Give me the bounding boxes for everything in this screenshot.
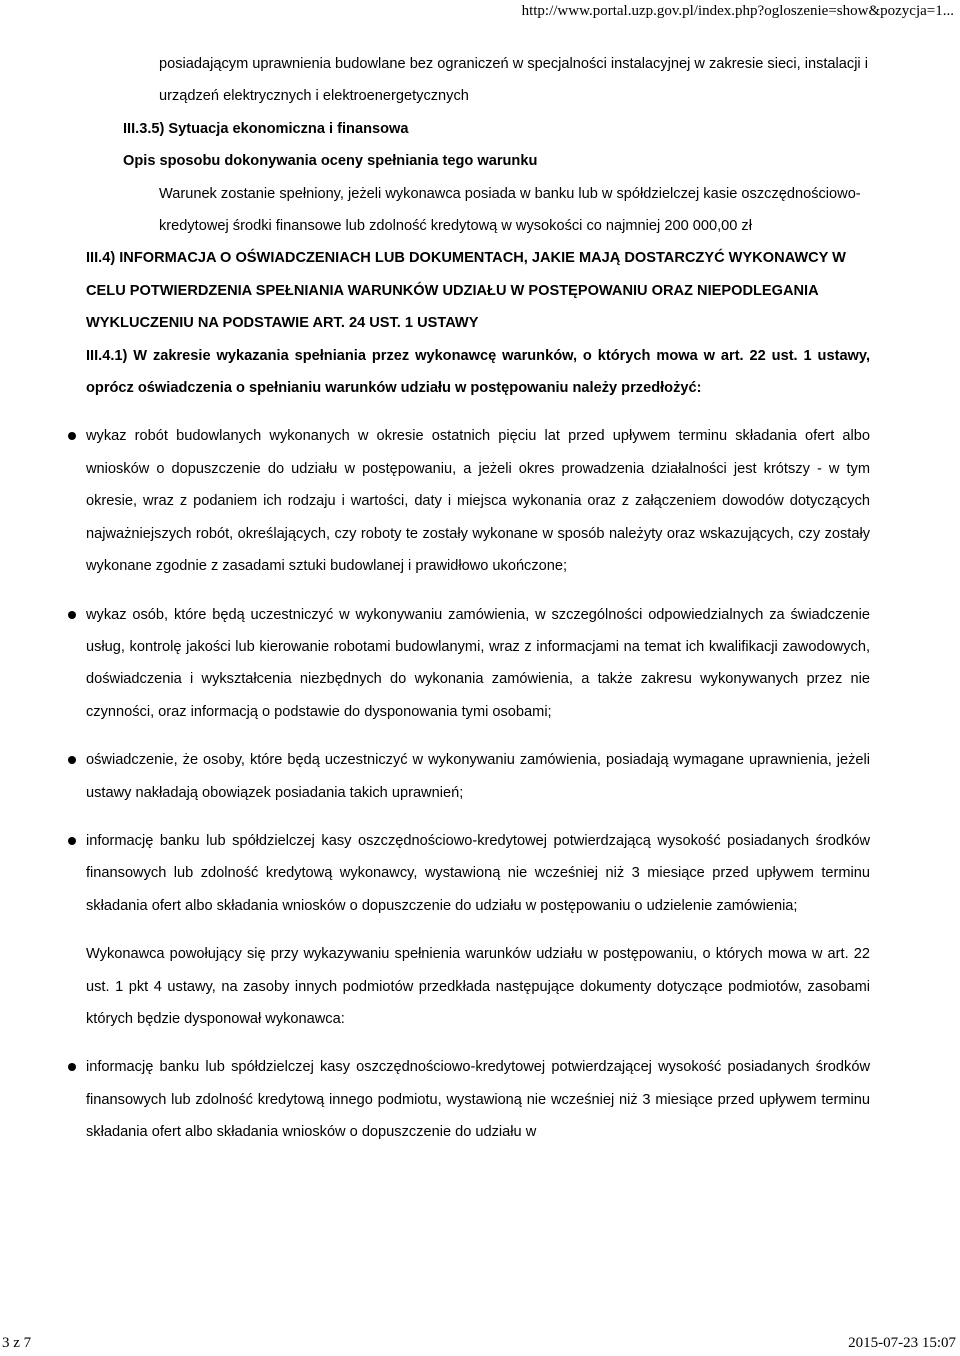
list-item xyxy=(86,825,870,922)
page-number: 3 z 7 xyxy=(2,1335,32,1351)
list-item-text: wykaz robót budowlanych wykonanych w okresie ostatnich pięciu lat przed upływem terminu składania ofert albo wniosków o dopuszczenie do udziału w postępowaniu, a jeżeli okres prowadzenia działalności jest krótszy - w tym okresie, wraz z podaniem ich rodzaju i wartości, daty i miejsca wykonania oraz z załączeniem dowodów dotyczących najważniejszych robót, określających, czy roboty te zostały wykonane w sposób należyty oraz wskazujących, czy zostały wykonane zgodnie z zasadami sztuki budowlanej i prawidłowo ukończone; xyxy=(86,428,870,575)
third-party-documents-list xyxy=(86,1051,870,1148)
evaluation-method-heading: Opis sposobu dokonywania oceny spełniania tego warunku xyxy=(123,153,538,170)
list-item xyxy=(86,420,870,582)
list-item-text: wykaz osób, które będą uczestniczyć w wykonywaniu zamówienia, w szczególności odpowiedzialnych za świadczenie usług, kontrolę jakości lub kierowanie robotami budowlanymi, wraz z informacjami na temat ich kwalifikacji zawodowych, doświadczenia i wykształcenia niezbędnych do wykonania zamówienia, a także zakresu wykonywanych przez nie czynności, oraz informacją o podstawie do dysponowania tymi osobami; xyxy=(86,606,870,720)
bullet-icon xyxy=(68,837,76,845)
list-item-text: oświadczenie, że osoby, które będą uczestniczyć w wykonywaniu zamówienia, posiadają wymagane uprawnienia, jeżeli ustawy nakładają obowiązek posiadania takich uprawnień; xyxy=(86,752,870,801)
section-3-4-heading: III.4) INFORMACJA O OŚWIADCZENIACH LUB DOKUMENTACH, JAKIE MAJĄ DOSTARCZYĆ WYKONAWCY W CELU POTWIERDZENIA SPEŁNIANIA WARUNKÓW UDZIAŁU W POSTĘPOWANIU ORAZ NIEPODLEGANIA WYKLUCZENIU NA PODSTAWIE ART. 24 UST. 1 USTAWY xyxy=(86,250,846,332)
print-footer xyxy=(0,1334,960,1352)
financial-condition-text: Warunek zostanie spełniony, jeżeli wykonawca posiada w banku lub w spółdzielczej kasie oszczędnościowo-kredytowej środki finansowe lub zdolność kredytową w wysokości co najmniej 200 000,00 zł xyxy=(159,185,861,235)
notice-content xyxy=(86,48,870,1149)
third-party-resources-paragraph: Wykonawca powołujący się przy wykazywaniu spełnienia warunków udziału w postępowaniu, o których mowa w art. 22 ust. 1 pkt 4 ustawy, na zasoby innych podmiotów przedkłada następujące dokumenty dotyczące podmiotów, zasobami których będzie dysponował wykonawca: xyxy=(86,946,870,1027)
list-item xyxy=(86,599,870,729)
list-item-text: informację banku lub spółdzielczej kasy oszczędnościowo-kredytowej potwierdzającą wysokość posiadanych środków finansowych lub zdolność kredytową wykonawcy, wystawioną nie wcześniej niż 3 miesiące przed upływem terminu składania ofert albo składania wniosków o dopuszczenie do udziału w postępowaniu o udzielenie zamówienia; xyxy=(86,832,870,914)
continuation-text: posiadającym uprawnienia budowlane bez ograniczeń w specjalności instalacyjnej w zakresie sieci, instalacji i urządzeń elektrycznych i elektroenergetycznych xyxy=(159,56,868,105)
print-header-url: http://www.portal.uzp.gov.pl/index.php?ogloszenie=show&pozycja=1... xyxy=(521,3,954,19)
list-item xyxy=(86,744,870,809)
list-item xyxy=(86,1051,870,1148)
list-item-text: informację banku lub spółdzielczej kasy oszczędnościowo-kredytowej potwierdzającej wysokość posiadanych środków finansowych lub zdolność kredytową innego podmiotu, wystawioną nie wcześniej niż 3 miesiące przed upływem terminu składania ofert albo składania wniosków o dopuszczenie do udziału w xyxy=(86,1059,870,1141)
print-datetime: 2015-07-23 15:07 xyxy=(848,1335,956,1351)
section-3-4-1-heading: III.4.1) W zakresie wykazania spełniania przez wykonawcę warunków, o których mowa w art. 22 ust. 1 ustawy, oprócz oświadczenia o spełnianiu warunków udziału w postępowaniu należy przedłożyć: xyxy=(86,347,870,397)
section-3-3-5-heading: III.3.5) Sytuacja ekonomiczna i finansowa xyxy=(123,120,409,137)
required-documents-list xyxy=(86,420,870,922)
bullet-icon xyxy=(68,756,76,764)
bullet-icon xyxy=(68,1063,76,1071)
bullet-icon xyxy=(68,432,76,440)
bullet-icon xyxy=(68,611,76,619)
